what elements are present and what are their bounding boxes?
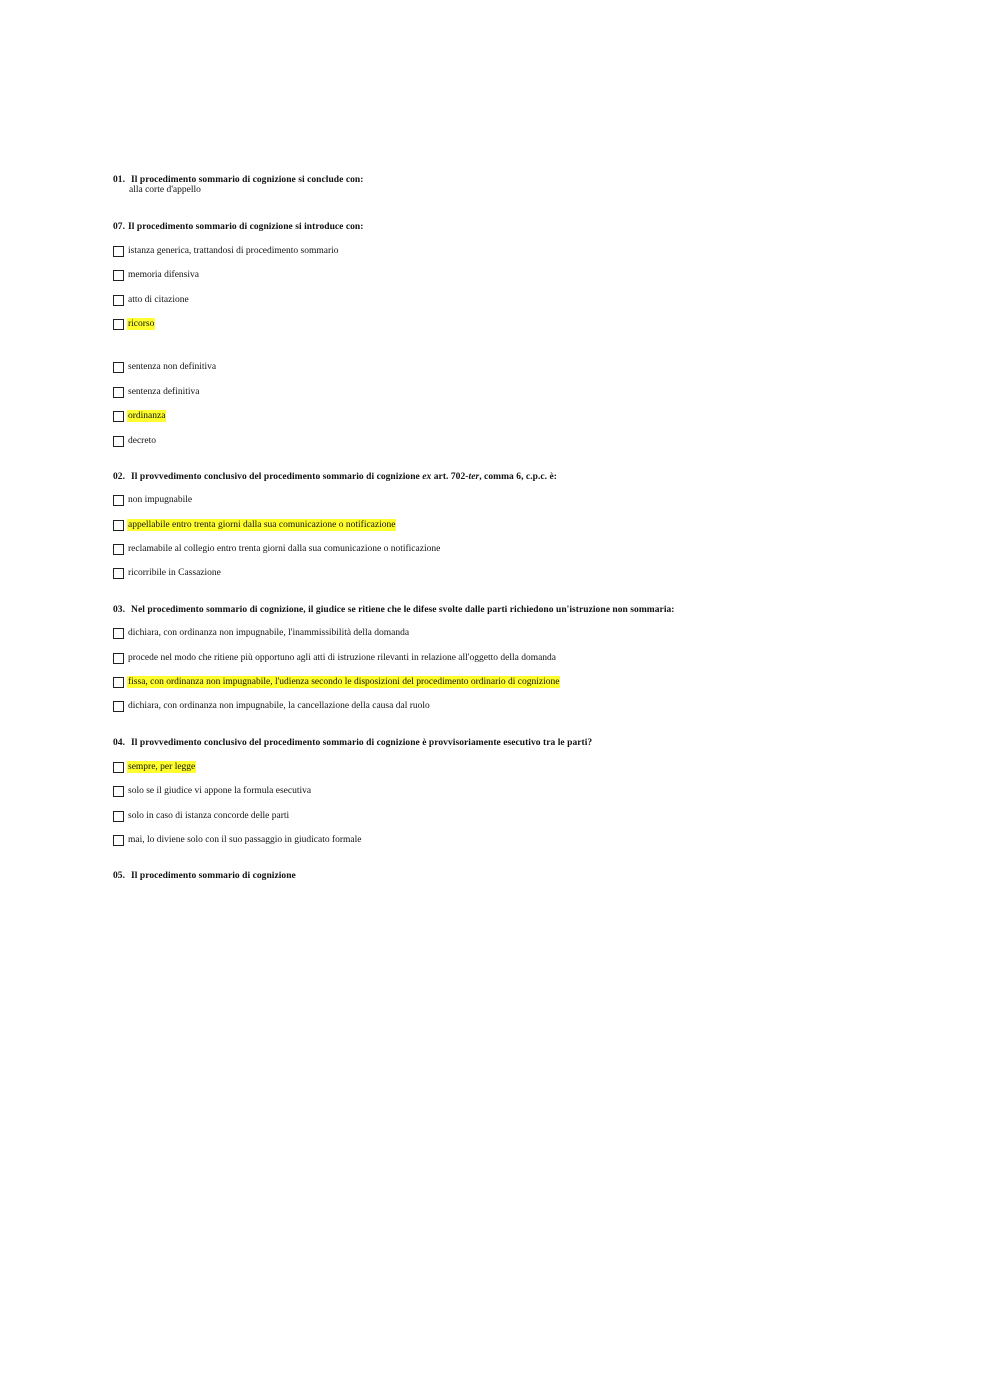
option-label: procede nel modo che ritiene più opportuno agli atti di istruzione rilevanti in relazione all'oggetto della domanda [128, 653, 557, 663]
question-text: Il provvedimento conclusivo del procedimento sommario di cognizione [131, 472, 423, 482]
question-01-option-3[interactable] [113, 409, 166, 423]
question-01-option-1[interactable] [113, 360, 217, 374]
question-text: art. 702- [431, 472, 469, 482]
question-07-title [113, 222, 363, 232]
checkbox[interactable] [113, 762, 124, 773]
checkbox[interactable] [113, 387, 124, 398]
question-text: , comma 6, c.p.c. è: [479, 472, 557, 482]
option-label: sentenza non definitiva [128, 362, 217, 372]
option-label: memoria difensiva [128, 270, 199, 280]
checkbox[interactable] [113, 411, 124, 422]
option-label: istanza generica, trattandosi di procedimento sommario [128, 246, 339, 256]
option-label-highlighted: ricorso [128, 319, 155, 329]
option-label-highlighted: appellabile entro trenta giorni dalla sua comunicazione o notificazione [128, 520, 396, 530]
question-01-option-2[interactable] [113, 385, 200, 399]
question-07-option-4[interactable] [113, 317, 155, 331]
option-label: reclamabile al collegio entro trenta giorni dalla sua comunicazione o notificazione [128, 544, 441, 554]
checkbox[interactable] [113, 701, 124, 712]
question-07-option-1[interactable] [113, 244, 340, 258]
question-03-title [113, 605, 675, 615]
question-04-option-2[interactable] [113, 784, 312, 798]
question-text: Il procedimento sommario di cognizione si conclude con: [131, 175, 364, 185]
checkbox[interactable] [113, 495, 124, 506]
question-text: Il procedimento sommario di cognizione si introduce con: [128, 222, 364, 232]
option-label: solo se il giudice vi appone la formula esecutiva [128, 786, 312, 796]
question-01-option-4[interactable] [113, 434, 157, 448]
question-04-option-4[interactable] [113, 833, 363, 847]
question-number: 07. [113, 222, 126, 232]
checkbox[interactable] [113, 786, 124, 797]
question-07-option-3[interactable] [113, 293, 190, 307]
question-02-title [113, 472, 557, 482]
question-number: 02. [113, 472, 126, 482]
checkbox[interactable] [113, 270, 124, 281]
checkbox[interactable] [113, 436, 124, 447]
question-04-option-3[interactable] [113, 809, 290, 823]
option-label: sentenza definitiva [128, 387, 200, 397]
question-number: 04. [113, 738, 126, 748]
question-text-italic: ex [422, 472, 432, 482]
checkbox[interactable] [113, 628, 124, 639]
question-04-title [113, 738, 592, 748]
question-03-option-1[interactable] [113, 626, 410, 640]
option-label: solo in caso di istanza concorde delle parti [128, 811, 290, 821]
question-04-option-1[interactable] [113, 760, 196, 774]
option-label: atto di citazione [128, 295, 189, 305]
option-label-highlighted: ordinanza [128, 411, 166, 421]
question-03-option-2[interactable] [113, 651, 557, 665]
checkbox[interactable] [113, 246, 124, 257]
question-text-italic: ter [468, 472, 480, 482]
checkbox[interactable] [113, 811, 124, 822]
option-label: dichiara, con ordinanza non impugnabile, l'inammissibilità della domanda [128, 628, 410, 638]
option-label: mai, lo diviene solo con il suo passaggio in giudicato formale [128, 835, 362, 845]
checkbox[interactable] [113, 544, 124, 555]
question-text: Il provvedimento conclusivo del procedimento sommario di cognizione è provvisoriamente esecutivo tra le parti? [131, 738, 593, 748]
question-03-option-4[interactable] [113, 699, 431, 713]
question-05-title [113, 871, 296, 881]
question-02-option-3[interactable] [113, 542, 441, 556]
checkbox[interactable] [113, 568, 124, 579]
question-02-option-2[interactable] [113, 518, 396, 532]
question-text: Il procedimento sommario di cognizione [131, 871, 296, 881]
checkbox[interactable] [113, 319, 124, 330]
checkbox[interactable] [113, 835, 124, 846]
question-number: 01. [113, 175, 126, 185]
question-text: Nel procedimento sommario di cognizione, il giudice se ritiene che le difese svolte dalle parti richiedono un'istruzione non sommaria: [131, 605, 675, 615]
checkbox[interactable] [113, 677, 124, 688]
option-label: decreto [128, 436, 156, 446]
checkbox[interactable] [113, 362, 124, 373]
question-07-option-2[interactable] [113, 268, 200, 282]
checkbox[interactable] [113, 653, 124, 664]
question-03-option-3[interactable] [113, 675, 560, 689]
option-label-highlighted: fissa, con ordinanza non impugnabile, l'udienza secondo le disposizioni del procedimento ordinario di cognizione [128, 677, 560, 687]
checkbox[interactable] [113, 520, 124, 531]
option-label: non impugnabile [128, 495, 193, 505]
option-label: dichiara, con ordinanza non impugnabile, la cancellazione della causa dal ruolo [128, 701, 430, 711]
question-02-option-4[interactable] [113, 566, 222, 580]
question-number: 05. [113, 871, 126, 881]
checkbox[interactable] [113, 295, 124, 306]
option-label: ricorribile in Cassazione [128, 568, 221, 578]
question-01-answer: alla corte d'appello [129, 185, 201, 195]
question-number: 03. [113, 605, 126, 615]
question-01-title [113, 175, 363, 185]
option-label-highlighted: sempre, per legge [128, 762, 196, 772]
question-02-option-1[interactable] [113, 493, 193, 507]
